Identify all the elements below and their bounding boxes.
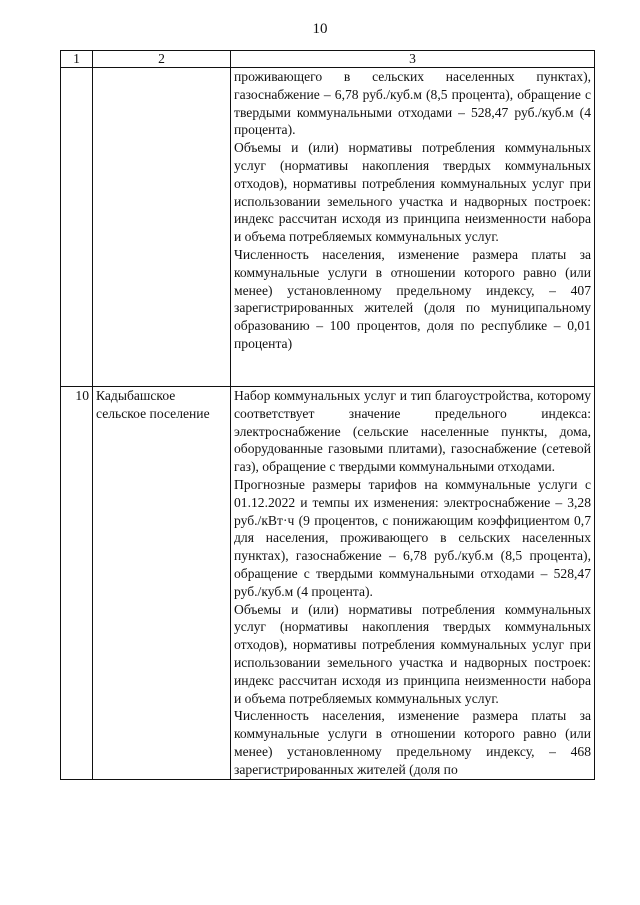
tariff-table <box>60 50 595 780</box>
column-header-1: 1 <box>61 51 93 68</box>
paragraph: Набор коммунальных услуг и тип благоустройства, которому соответствует значение предельного индекса: электроснабжение (сельские населенные пункты, дома, оборудованные газовыми плитами), газоснабжение (сетевой газ), обращение с твердыми коммунальными отходами. <box>234 388 591 475</box>
row-number <box>61 68 93 387</box>
settlement-name <box>93 68 231 387</box>
paragraph: Численность населения, изменение размера платы за коммунальные услуги в отношении которого равно (или менее) установленному предельному индексу, – 468 зарегистрированных жителей (доля по <box>234 708 591 777</box>
row-number: 10 <box>61 387 93 780</box>
row-content <box>231 387 595 780</box>
page-number: 10 <box>312 21 328 37</box>
row-content <box>231 68 595 387</box>
settlement-name: Кадыбашское сельское поселение <box>93 387 231 780</box>
paragraph: Объемы и (или) нормативы потребления коммунальных услуг (нормативы накопления твердых коммунальных отходов), нормативы потребления коммунальных услуг при использовании земельного участка и надворных построек: индекс рассчитан исходя из принципа неизменности набора и объема потребляемых коммунальных услуг. <box>234 601 591 706</box>
column-header-2: 2 <box>93 51 231 68</box>
table-row <box>61 68 595 387</box>
paragraph: Численность населения, изменение размера платы за коммунальные услуги в отношении которого равно (или менее) установленному предельному индексу, – 407 зарегистрированных жителей (доля по муниципальному образованию – 100 процентов, доля по республике – 0,01 процента) <box>234 246 591 351</box>
table-header-row <box>61 51 595 68</box>
paragraph: Объемы и (или) нормативы потребления коммунальных услуг (нормативы накопления твердых коммунальных отходов), нормативы потребления коммунальных услуг при использовании земельного участка и надворных построек: индекс рассчитан исходя из принципа неизменности набора и объема потребляемых коммунальных услуг. <box>234 140 591 245</box>
paragraph: Прогнозные размеры тарифов на коммунальные услуги с 01.12.2022 и темпы их изменения: электроснабжение – 3,28 руб./кВт·ч (9 процентов, с понижающим коэффициентом 0,7 для населения, проживающего в сельских населенных пунктах), газоснабжение – 6,78 руб./куб.м (8,5 процента), обращение с твердыми коммунальными отходами – 528,47 руб./куб.м (4 процента). <box>234 476 591 599</box>
table-row <box>61 387 595 780</box>
paragraph: проживающего в сельских населенных пунктах), газоснабжение – 6,78 руб./куб.м (8,5 процента), обращение с твердыми коммунальными отходами – 528,47 руб./куб.м (4 процента). <box>234 69 591 138</box>
column-header-3: 3 <box>231 51 595 68</box>
